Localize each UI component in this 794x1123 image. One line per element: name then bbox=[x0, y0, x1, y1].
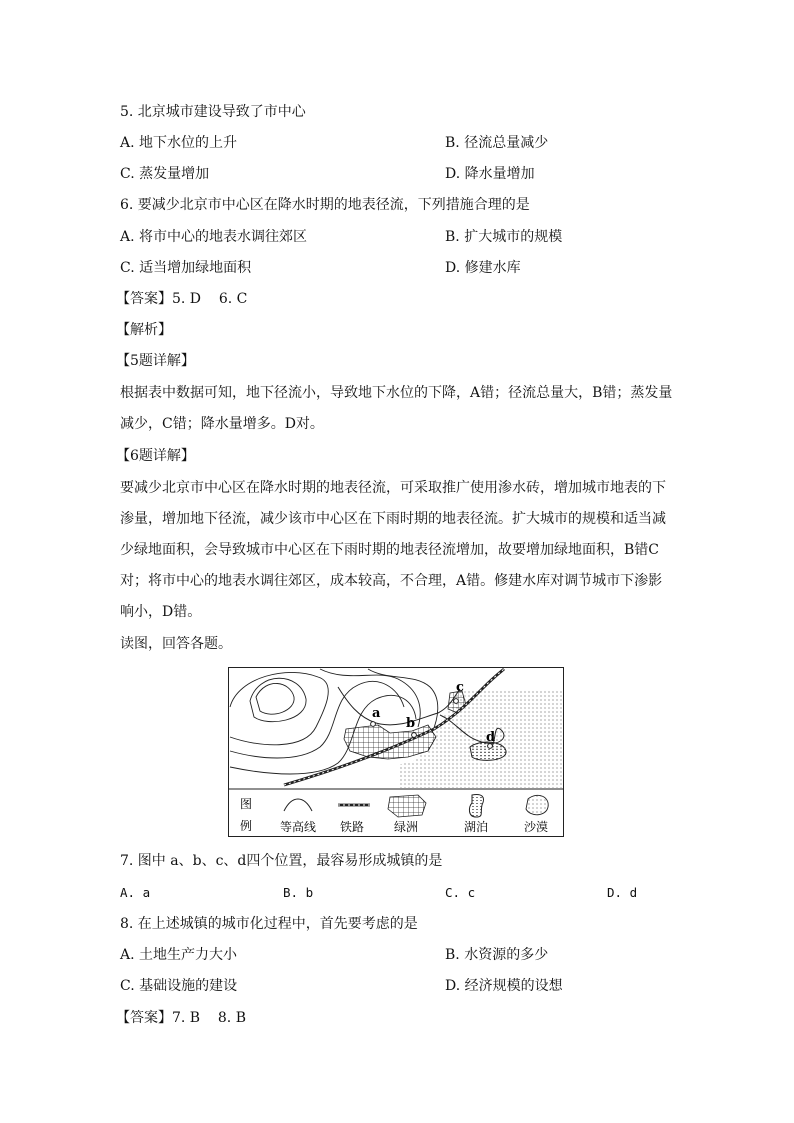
q5-option-b: B. 径流总量减少 bbox=[445, 135, 549, 151]
point-b-label: b bbox=[406, 716, 416, 731]
point-b-marker bbox=[412, 733, 417, 738]
detail-6-heading: 【6题详解】 bbox=[116, 448, 195, 464]
legend-title-2: 例 bbox=[240, 819, 253, 833]
analysis-heading: 【解析】 bbox=[116, 322, 172, 338]
read-map-instruction: 读图，回答各题。 bbox=[120, 636, 232, 652]
legend-desert-label: 沙漠 bbox=[524, 820, 549, 834]
legend-railway-label: 铁路 bbox=[340, 820, 365, 834]
q8-option-a: A. 土地生产力大小 bbox=[120, 947, 238, 963]
legend-desert-symbol bbox=[526, 795, 548, 814]
q6-option-a: A. 将市中心的地表水调往郊区 bbox=[120, 229, 308, 245]
q7-option-d: D. d bbox=[607, 885, 638, 900]
q5-stem: 5. 北京城市建设导致了市中心 bbox=[120, 104, 306, 120]
q8-option-c: C. 基础设施的建设 bbox=[120, 978, 238, 994]
point-c-label: c bbox=[456, 680, 464, 695]
legend-lake-label: 湖泊 bbox=[464, 820, 489, 834]
point-a-marker bbox=[371, 722, 376, 727]
q8-option-d: D. 经济规模的设想 bbox=[445, 978, 563, 994]
q7-stem: 7. 图中 a、b、c、d四个位置，最容易形成城镇的是 bbox=[120, 853, 443, 869]
answer-5-6: 【答案】5. D 6. C bbox=[116, 291, 248, 307]
legend-title-1: 图 bbox=[240, 797, 253, 811]
point-a-label: a bbox=[372, 706, 381, 721]
q8-stem: 8. 在上述城镇的城市化过程中，首先要考虑的是 bbox=[120, 916, 418, 932]
legend-oasis-label: 绿洲 bbox=[394, 820, 419, 834]
q5-option-c: C. 蒸发量增加 bbox=[120, 166, 210, 182]
point-d-label: d bbox=[486, 730, 496, 745]
q6-stem: 6. 要减少北京市中心区在降水时期的地表径流，下列措施合理的是 bbox=[120, 197, 530, 213]
q7-option-b: B. b bbox=[283, 885, 314, 900]
q7-option-c: C. c bbox=[445, 885, 476, 900]
q5-option-d: D. 降水量增加 bbox=[445, 166, 535, 182]
detail-5-heading: 【5题详解】 bbox=[116, 353, 195, 369]
answer-7-8: 【答案】7. B 8. B bbox=[116, 1010, 246, 1026]
q5-option-a: A. 地下水位的上升 bbox=[120, 135, 238, 151]
q6-option-c: C. 适当增加绿地面积 bbox=[120, 260, 252, 276]
q8-option-b: B. 水资源的多少 bbox=[445, 947, 549, 963]
q7-option-a: A. a bbox=[120, 885, 151, 900]
map-figure bbox=[228, 667, 564, 837]
point-c-marker bbox=[454, 699, 459, 704]
detail-6-text: 要减少北京市中心区在降水时期的地表径流，可采取推广使用渗水砖，增加城市地表的下渗量，增加地下径流，减少该市中心区在下雨时期的地表径流。扩大城市的规模和适当减少绿地面积，会导致城市中心区在下雨时期的地表径流增加，故要增加绿地面积，B错C对；将市中心的地表水调往郊区，成本较高，不合理，A错。修建水库对调节城市下渗影响小，D错。 bbox=[120, 480, 666, 620]
legend-contour-label: 等高线 bbox=[280, 820, 317, 834]
detail-5-text: 根据表中数据可知，地下径流小，导致地下水位的下降，A错；径流总量大，B错；蒸发量减少，C错；降水量增多。D对。 bbox=[120, 385, 673, 432]
q6-option-d: D. 修建水库 bbox=[445, 260, 521, 276]
legend-oasis-symbol bbox=[388, 795, 426, 817]
q6-option-b: B. 扩大城市的规模 bbox=[445, 229, 563, 245]
